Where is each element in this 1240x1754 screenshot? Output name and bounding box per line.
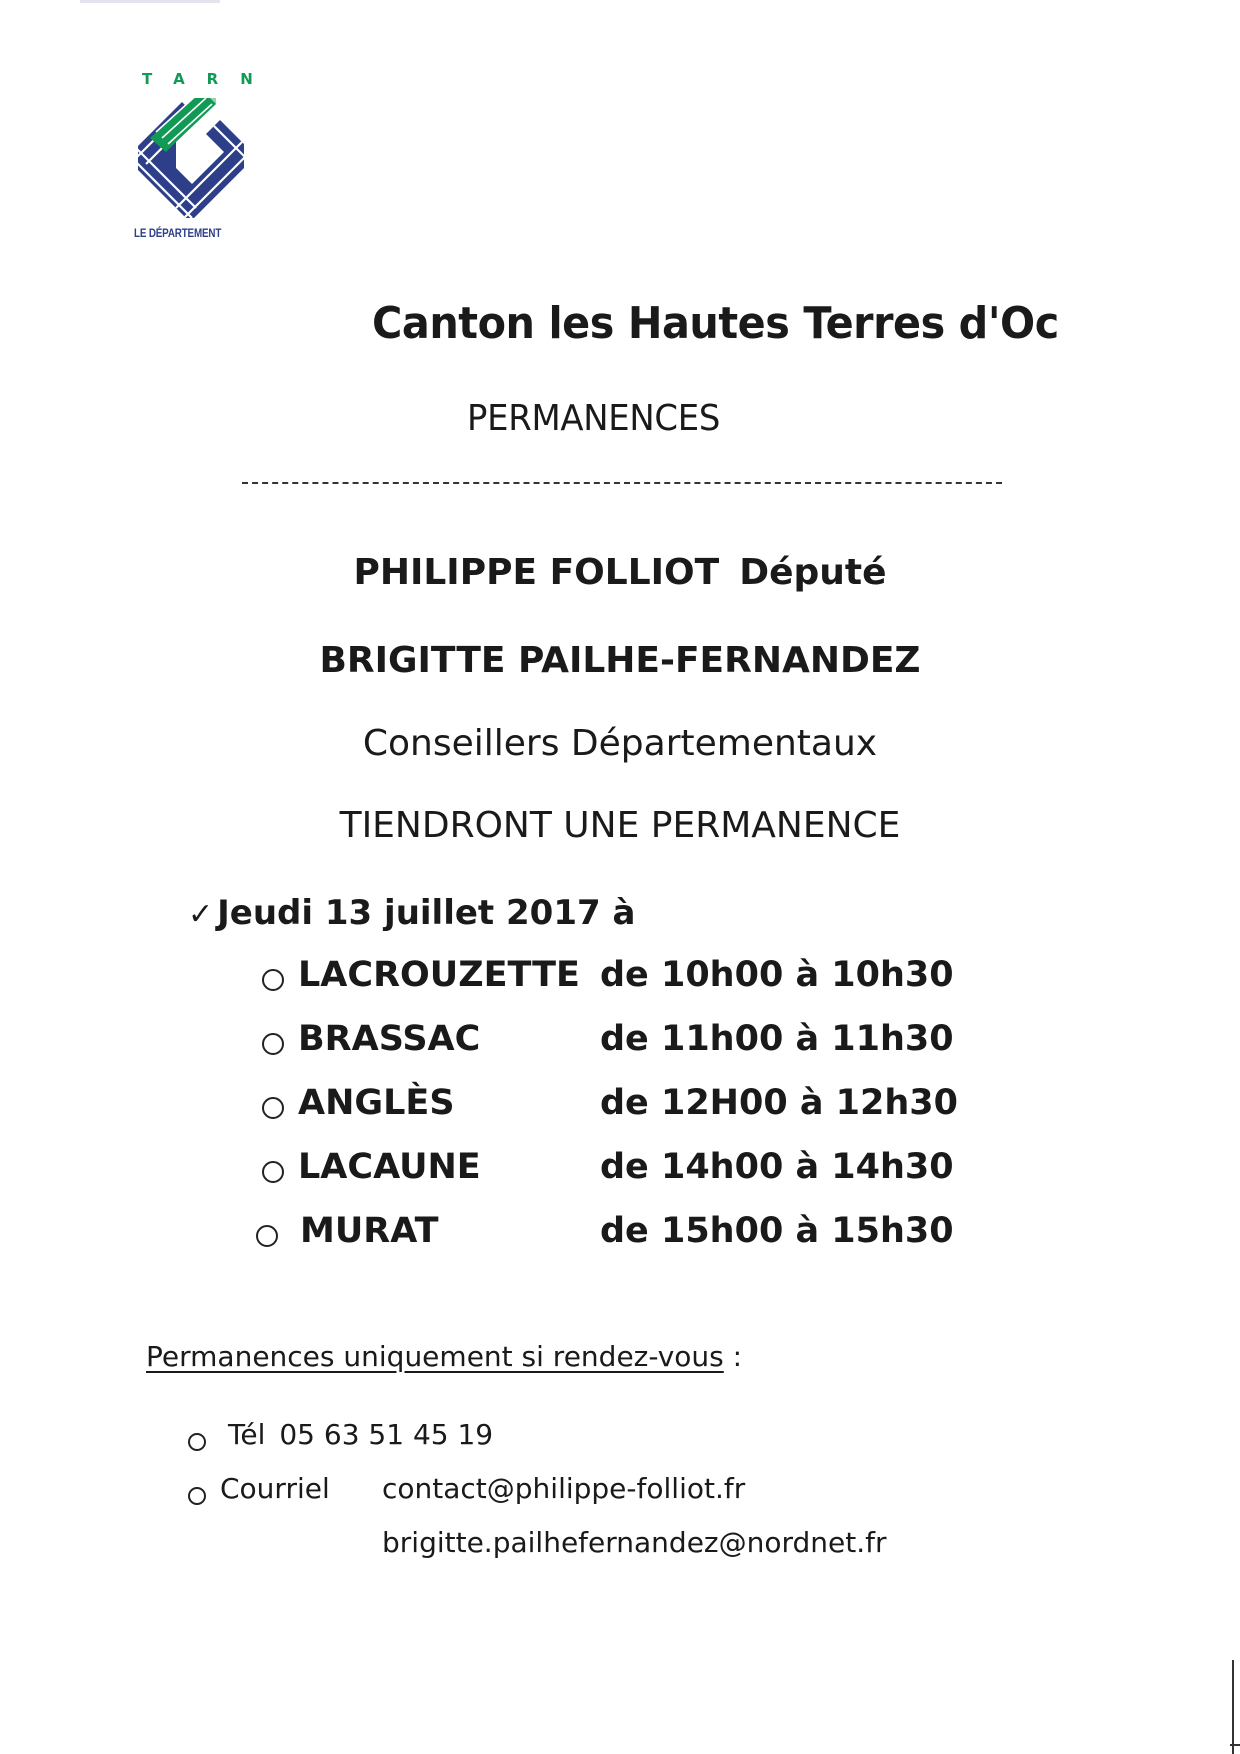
announcement-text: TIENDRONT UNE PERMANENCE xyxy=(339,805,901,846)
email-address: brigitte.pailhefernandez@nordnet.fr xyxy=(382,1526,887,1559)
circle-bullet-icon xyxy=(188,1433,206,1451)
checkmark-icon: ✓ xyxy=(188,897,214,932)
phone-line xyxy=(228,1418,493,1451)
circle-bullet-icon xyxy=(188,1487,206,1505)
tarn-logo xyxy=(134,70,275,240)
circle-bullet-icon xyxy=(262,969,284,991)
appointment-note xyxy=(146,1340,742,1373)
scan-artifact-right xyxy=(1232,1660,1234,1754)
phone-number: 05 63 51 45 19 xyxy=(279,1418,494,1451)
page-title: Canton les Hautes Terres d'Oc xyxy=(372,298,1059,349)
deputy-role: Député xyxy=(739,552,887,593)
scan-artifact-corner xyxy=(1230,1744,1240,1746)
councillors-role: Conseillers Départementaux xyxy=(362,723,878,764)
dashed-separator xyxy=(242,482,1002,484)
schedule-town: ANGLÈS xyxy=(298,1083,455,1123)
schedule-town: LACAUNE xyxy=(298,1147,481,1187)
email-label: Courriel xyxy=(220,1472,330,1505)
tarn-emblem-icon xyxy=(136,98,246,218)
date-text: Jeudi 13 juillet 2017 à xyxy=(217,893,636,933)
scan-artifact-top xyxy=(80,0,220,3)
deputy-line xyxy=(0,552,1240,593)
circle-bullet-icon xyxy=(256,1225,278,1247)
schedule-town: LACROUZETTE xyxy=(298,955,580,995)
schedule-time: de 15h00 à 15h30 xyxy=(600,1211,954,1251)
logo-top-text: TARN xyxy=(142,70,275,88)
circle-bullet-icon xyxy=(262,1033,284,1055)
circle-bullet-icon xyxy=(262,1097,284,1119)
councillor-name: BRIGITTE PAILHE-FERNANDEZ xyxy=(319,640,921,681)
schedule-time: de 14h00 à 14h30 xyxy=(600,1147,954,1187)
schedule-time: de 11h00 à 11h30 xyxy=(600,1019,954,1059)
schedule-time: de 12H00 à 12h30 xyxy=(600,1083,958,1123)
email-address: contact@philippe-folliot.fr xyxy=(382,1472,746,1505)
circle-bullet-icon xyxy=(262,1161,284,1183)
deputy-name: PHILIPPE FOLLIOT xyxy=(353,552,720,593)
page-subtitle: PERMANENCES xyxy=(467,398,721,439)
appointment-note-suffix: : xyxy=(723,1340,743,1373)
schedule-town: BRASSAC xyxy=(298,1019,481,1059)
logo-bottom-text: LE DÉPARTEMENT xyxy=(134,226,222,240)
date-line xyxy=(188,893,635,933)
appointment-note-text: Permanences uniquement si rendez-vous xyxy=(146,1340,724,1373)
schedule-time: de 10h00 à 10h30 xyxy=(600,955,954,995)
schedule-town: MURAT xyxy=(300,1211,439,1251)
phone-label: Tél xyxy=(228,1418,266,1451)
